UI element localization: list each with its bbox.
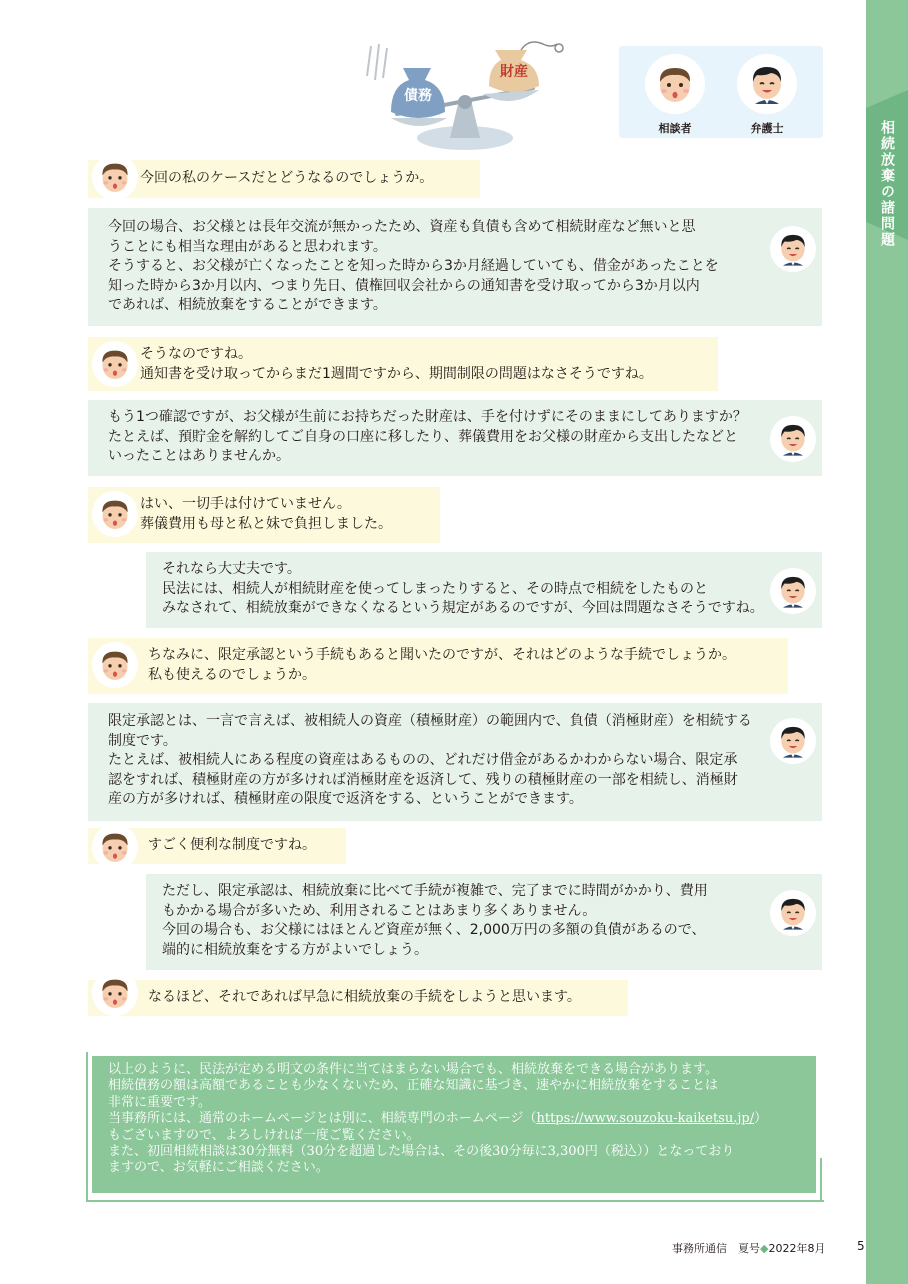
bubble-line: 民法には、相続人が相続財産を使ってしまったりすると、その時点で相続をしたものと	[162, 580, 708, 597]
lawyer-avatar	[770, 568, 816, 614]
conclusion-line: 非常に重要です。	[108, 1094, 211, 1110]
lawyer-face-icon	[773, 419, 813, 459]
lawyer-face-icon	[773, 229, 813, 269]
client-bubble	[88, 160, 480, 198]
bubble-line: 通知書を受け取ってからまだ1週間ですから、期間制限の問題はなさそうですね。	[140, 365, 653, 382]
client-bubble	[88, 337, 718, 391]
debt-label: 債務	[404, 88, 432, 104]
client-bubble	[88, 980, 628, 1016]
diamond-icon: ◆	[760, 1242, 769, 1255]
bubble-line: 今回の場合、お父様とは長年交流が無かったため、資産も負債も含めて相続財産など無いと思	[108, 219, 696, 235]
bubble-line: 端的に相続放棄をする方がよいでしょう。	[162, 941, 428, 958]
side-tab-title: 相続放棄の諸問題	[879, 120, 895, 248]
lawyer-face-icon	[773, 721, 813, 761]
lawyer-avatar	[770, 890, 816, 936]
client-avatar	[645, 54, 705, 114]
bubble-line: であれば、相続放棄をすることができます。	[108, 297, 387, 313]
conclusion-line: 以上のように、民法が定める明文の条件に当てはまらない場合でも、相続放棄をできる場合があります。	[108, 1062, 718, 1077]
lawyer-face-icon	[743, 60, 791, 108]
client-face-icon	[95, 157, 135, 197]
bubble-line: 今回の私のケースだとどうなるのでしょうか。	[140, 170, 434, 186]
conclusion-line: もございますので、よろしければ一度ご覧ください。	[108, 1127, 420, 1143]
lawyer-avatar	[770, 226, 816, 272]
footer	[672, 1240, 825, 1256]
bubble-line: はい、一切手は付けていません。	[140, 496, 351, 512]
bubble-line: すごく便利な制度ですね。	[148, 837, 316, 853]
client-avatar	[92, 341, 138, 387]
speaker-legend	[619, 46, 823, 138]
legend-lawyer	[727, 54, 807, 136]
bubble-line: 今回の場合も、お父様にはほとんど資産が無く、2,000万円の多額の負債があるので、	[162, 922, 706, 938]
bubble-line: たとえば、被相続人にある程度の資産はあるものの、どれだけ借金があるかわからない場合、限定承	[108, 752, 738, 768]
conclusion-line: 相続債務の額は高額であることも少なくないため、正確な知識に基づき、速やかに相続放棄をすることは	[108, 1078, 718, 1094]
conclusion-url-prefix: 当事務所には、通常のホームページとは別に、相続専門のホームページ（	[108, 1111, 537, 1127]
legend-client-label: 相談者	[658, 122, 692, 135]
lawyer-bubble	[88, 208, 822, 326]
bubble-line: うことにも相当な理由があると思われます。	[108, 238, 387, 255]
conclusion-frame-accent	[820, 1158, 822, 1202]
legend-client	[635, 54, 715, 136]
balance-scale-illustration	[355, 38, 570, 158]
bubble-line: たとえば、預貯金を解約してご自身の口座に移したり、葬儀費用をお父様の財産から支出したなどと	[108, 428, 738, 445]
bubble-line: ただし、限定承認は、相続放棄に比べて手続が複雑で、完了までに時間がかかり、費用	[162, 883, 708, 899]
bubble-line: なるほど、それであれば早急に相続放棄の手続をしようと思います。	[148, 989, 581, 1005]
client-bubble	[88, 487, 440, 543]
lawyer-bubble	[146, 552, 822, 628]
bubble-line: 私も使えるのでしょうか。	[148, 666, 316, 683]
conclusion-line: ますので、お気軽にご相談ください。	[108, 1160, 329, 1176]
bubble-line: 産の方が多ければ、積極財産の限度で返済をする、ということができます。	[108, 791, 583, 807]
lawyer-avatar	[770, 416, 816, 462]
bubble-line: そうすると、お父様が亡くなったことを知った時から3か月経過していても、借金があったことを	[108, 258, 719, 274]
bubble-line: そうなのですね。	[140, 346, 252, 362]
lawyer-bubble	[146, 874, 822, 970]
client-face-icon	[95, 344, 135, 384]
client-avatar	[92, 154, 138, 200]
page-number: 5	[857, 1239, 865, 1253]
legend-lawyer-label: 弁護士	[750, 122, 784, 135]
bubble-line: もかかる場合が多いため、利用されることはあまり多くありません。	[162, 902, 597, 919]
lawyer-bubble	[88, 703, 822, 821]
lawyer-bubble	[88, 400, 822, 476]
client-face-icon	[95, 827, 135, 867]
bubble-line: もう1つ確認ですが、お父様が生前にお持ちだった財産は、手を付けずにそのままにしてありますか？	[108, 409, 747, 425]
homepage-link[interactable]: https://www.souzoku-kaiketsu.jp/	[536, 1111, 755, 1127]
client-face-icon	[95, 973, 135, 1013]
client-avatar	[92, 824, 138, 870]
client-avatar	[92, 642, 138, 688]
bubble-line: 知った時から3か月以内、つまり先日、債権回収会社からの通知書を受け取ってから3か月以内	[108, 277, 700, 294]
lawyer-avatar	[737, 54, 797, 114]
conclusion-line: また、初回相続相談は30分無料（30分を超過した場合は、その後30分毎に3,300円（税込））となっており	[108, 1144, 735, 1160]
lawyer-face-icon	[773, 893, 813, 933]
bubble-line: 葬儀費用も母と私と妹で負担しました。	[140, 515, 392, 532]
conclusion-url-suffix: ）	[754, 1111, 768, 1127]
bubble-line: みなされて、相続放棄ができなくなるという規定があるのですが、今回は問題なさそうですね。	[162, 600, 764, 616]
lawyer-avatar	[770, 718, 816, 764]
client-face-icon	[95, 645, 135, 685]
conclusion-box	[92, 1056, 816, 1193]
client-face-icon	[95, 494, 135, 534]
client-avatar	[92, 491, 138, 537]
conclusion-line	[108, 1111, 802, 1127]
asset-label: 財産	[500, 64, 528, 80]
client-avatar	[92, 970, 138, 1016]
bubble-line: それなら大丈夫です。	[162, 561, 301, 577]
bubble-line: いったことはありませんか。	[108, 448, 290, 464]
footer-date: 2022年8月	[768, 1242, 826, 1255]
client-face-icon	[651, 60, 699, 108]
bubble-line: 制度です。	[108, 732, 177, 749]
footer-publication: 事務所通信 夏号	[672, 1242, 760, 1255]
bubble-line: ちなみに、限定承認という手続もあると聞いたのですが、それはどのような手続でしょうか。	[148, 647, 736, 663]
bubble-line: 認をすれば、積極財産の方が多ければ消極財産を返済して、残りの積極財産の一部を相続し、消極財	[108, 771, 738, 788]
lawyer-face-icon	[773, 571, 813, 611]
bubble-line: 限定承認とは、一言で言えば、被相続人の資産（積極財産）の範囲内で、負債（消極財産）を相続する	[108, 713, 752, 729]
client-bubble	[88, 638, 788, 694]
